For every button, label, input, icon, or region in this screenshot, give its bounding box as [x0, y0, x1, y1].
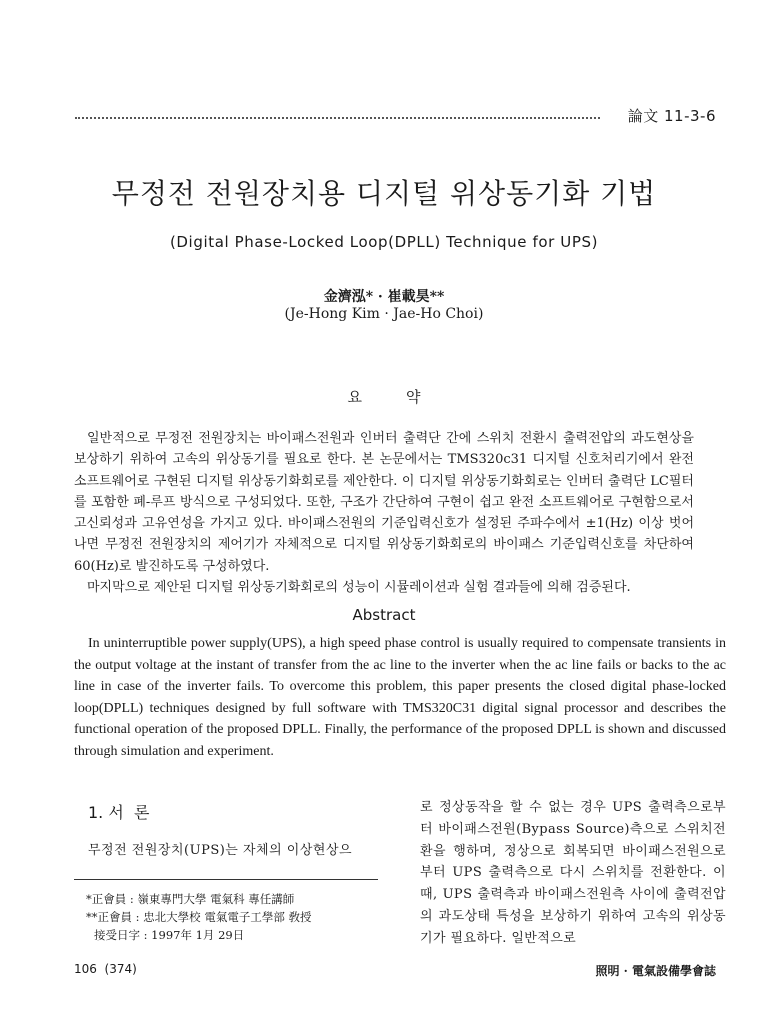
title-english: (Digital Phase-Locked Loop(DPLL) Technique for UPS)	[169, 233, 599, 251]
abstract-korean-heading: 요약	[347, 388, 465, 406]
journal-name: 照明 · 電氣設備學會誌	[595, 964, 716, 978]
abstract-english-heading: Abstract	[352, 606, 416, 624]
section-1-left-text: 무정전 전원장치(UPS)는 자체의 이상현상으	[88, 843, 353, 858]
footnotes	[86, 890, 312, 944]
authors-hanja: 金濟泓* · 崔載昊**	[323, 289, 445, 305]
footnote-rule	[74, 879, 378, 880]
abstract-korean-paragraph-2: 마지막으로 제안된 디지털 위상동기화회로의 성능이 시뮬레이션과 실험 결과들에 의해 검증된다.	[87, 580, 631, 596]
footnote-2: **正會員 : 忠北大學校 電氣電子工學部 敎授	[86, 910, 312, 924]
abstract-korean	[74, 428, 694, 598]
authors-english: (Je-Hong Kim · Jae-Ho Choi)	[284, 306, 484, 322]
section-1-right-text: 로 정상동작을 할 수 없는 경우 UPS 출력측으로부터 바이패스전원(Bypass Source)측으로 스위치전환을 행하며, 정상으로 회복되면 바이패스전원으로부터 UPS 출력측으로 다시 스위치를 전환한다. 이 때, UPS 출력측과 바이패스전원측 사이에 출력전압의 과도상태 특성을 보상하기 위하여 고속의 위상동기가 필요하다. 일반적으로	[420, 800, 726, 946]
abstract-english: In uninterruptible power supply(UPS), a high speed phase control is usually required to compensate transients in the output voltage at the instant of transfer from the ac line to the inverter when the ac line fails or backs to the ac line in case of the inverter fails. To overcome this problem, this paper presents the closed digital phase-locked loop(DPLL) techniques designed by full software with TMS320C31 digital signal processor and describes the functional operation of the proposed DPLL. Finally, the performance of the proposed DPLL is shown and discussed through simulation and experiment.	[74, 636, 726, 759]
abstract-korean-paragraph-1: 일반적으로 무정전 전원장치는 바이패스전원과 인버터 출력단 간에 스위치 전환시 출력전압의 과도현상을 보상하기 위하여 고속의 위상동기를 필요로 한다. 본 논문에서는 TMS320c31 디지털 신호처리기에서 완전 소프트웨어로 구현된 디지털 위상동기화회로를 제안한다. 이 디지털 위상동기화회로는 인버터 출력단 LC필터를 포함한 폐-루프 방식으로 구성되었다. 또한, 구조가 간단하여 구현이 쉽고 완전 소프트웨어로 구현함으로서 고신뢰성과 고유연성을 가지고 있다. 바이패스전원의 기준입력신호가 설정된 주파수에서 ±1(Hz) 이상 벗어나면 무정전 전원장치의 제어기가 자체적으로 디지털 위상동기화회로의 바이패스 기준입력신호를 차단하여 60(Hz)로 발진하도록 구성하였다.	[74, 431, 694, 574]
page-number: 106 (374)	[74, 962, 137, 976]
footnote-1: *正會員 : 嶺東專門大學 電氣科 專任講師	[86, 892, 295, 906]
paper-code: 論文 11-3-6	[627, 107, 716, 125]
received-date: 接受日字 : 1997年 1月 29日	[94, 928, 245, 942]
title-korean: 무정전 전원장치용 디지털 위상동기화 기법	[111, 177, 657, 210]
header-dotted-rule	[75, 117, 600, 119]
section-1-title: 1. 서 론	[88, 803, 150, 822]
